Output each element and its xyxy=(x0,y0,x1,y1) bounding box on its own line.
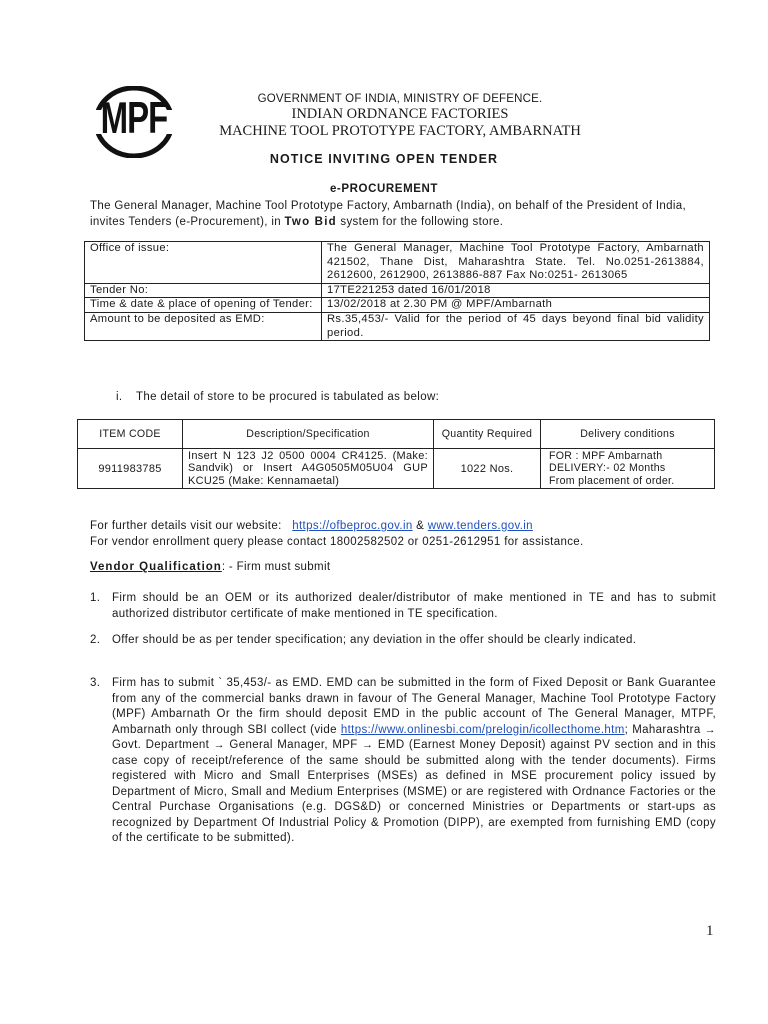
arrow-icon: → xyxy=(362,739,374,751)
arrow-icon: → xyxy=(704,723,717,736)
item-table xyxy=(77,419,715,489)
notice-title: NOTICE INVITING OPEN TENDER xyxy=(269,152,499,166)
table-row xyxy=(85,298,710,313)
tenders-link[interactable]: www.tenders.gov.in xyxy=(427,520,533,532)
list-item: 2. Offer should be as per tender specification; any deviation in the offer should be clearly indicated. xyxy=(90,634,637,646)
mpf-logo xyxy=(94,86,174,158)
list-item: 3. Firm has to submit ` 35,453/- as EMD. EMD can be submitted in the form of Fixed Deposit or Bank Guarantee from any of the commercial banks drawn in favour of The General Manager, Machine Tool Prototype Factory (MPF) Ambarnath Or the firm should deposit EMD in the public account of The General Manager, MTPF, Ambarnath only through SBI collect (vide https://www.onlinesbi.com/prelogin/icollecthome.htm; Maharashtra → Govt. Department → General Manager, MPF → EMD (Earnest Money Deposit) against PV section and in this case copy of receipt/reference of the same should be submitted along with the tender documents). Firms registered with Micro and Small Enterprises (MSEs) as defined in MSE procurement policy issued by Department of Micro, Small and Medium Enterprises (MSME) or are registered with Ordnance Factories or the Central Purchase Organisations (e.g. DGS&D) or concerned Ministries or Departments or start-ups as recognized by Department Of Industrial Policy & Promotion (DIPP), are exempted from furnishing EMD (copy of the certificate to be submitted). xyxy=(90,677,717,844)
tender-info-table xyxy=(84,241,710,341)
item-code: 9911983785 xyxy=(78,449,183,489)
item-quantity: 1022 Nos. xyxy=(434,449,541,489)
row-label: Time & date & place of opening of Tender: xyxy=(85,298,322,313)
enrollment-text: For vendor enrollment query please contact 18002582502 or 0251-2612951 for assistance. xyxy=(90,536,584,548)
header-description: Description/Specification xyxy=(183,420,434,449)
table-row xyxy=(85,283,710,298)
row-label: Tender No: xyxy=(85,283,322,298)
row-value: 13/02/2018 at 2.30 PM @ MPF/Ambarnath xyxy=(322,298,710,313)
list-item: 1. Firm should be an OEM or its authorized dealer/distributor of make mentioned in TE and has to submit authorized distributor certificate of make mentioned in TE specification. xyxy=(90,592,716,620)
factory-line: MACHINE TOOL PROTOTYPE FACTORY, AMBARNATH xyxy=(219,123,581,139)
table-row xyxy=(78,449,715,489)
vendor-qualification-heading: Vendor Qualification: - Firm must submit xyxy=(90,561,331,573)
row-value: Rs.35,453/- Valid for the period of 45 days beyond final bid validity period. xyxy=(322,312,710,340)
two-bid-text: Two Bid xyxy=(284,216,337,228)
table-header-row xyxy=(78,420,715,449)
eprocurement-heading: e-PROCUREMENT xyxy=(329,183,439,195)
table-row xyxy=(85,312,710,340)
row-label: Office of issue: xyxy=(85,242,322,284)
row-value: 17TE221253 dated 16/01/2018 xyxy=(322,283,710,298)
header-delivery: Delivery conditions xyxy=(541,420,715,449)
header-item-code: ITEM CODE xyxy=(78,420,183,449)
ofbeproc-link[interactable]: https://ofbeproc.gov.in xyxy=(292,520,413,532)
row-label: Amount to be deposited as EMD: xyxy=(85,312,322,340)
govt-line: GOVERNMENT OF INDIA, MINISTRY OF DEFENCE. xyxy=(257,93,543,105)
detail-line: i. The detail of store to be procured is tabulated as below: xyxy=(116,391,440,403)
page-number: 1 xyxy=(706,923,714,939)
intro-paragraph: The General Manager, Machine Tool Prototype Factory, Ambarnath (India), on behalf of the President of India, invites Tenders (e-Procurement), in Two Bid system for the following store. xyxy=(90,200,687,228)
header-quantity: Quantity Required xyxy=(434,420,541,449)
row-value: The General Manager, Machine Tool Prototype Factory, Ambarnath 421502, Thane Dist, Maharashtra State. Tel. No.0251-2613884, 2612600, 2612900, 2613886-887 Fax No:0251- 2613065 xyxy=(322,242,710,284)
item-delivery: FOR : MPF Ambarnath DELIVERY:- 02 Months From placement of order. xyxy=(541,449,715,489)
svg-text:MPF: MPF xyxy=(100,94,168,144)
arrow-icon: → xyxy=(213,739,225,751)
sbi-collect-link[interactable]: https://www.onlinesbi.com/prelogin/icollecthome.htm xyxy=(340,723,625,736)
letterhead xyxy=(180,92,620,140)
iof-line: INDIAN ORDNANCE FACTORIES xyxy=(291,106,509,122)
item-description: Insert N 123 J2 0500 0004 CR4125. (Make: Sandvik) or Insert A4G0505M05U04 GUP KCU25 (Make: Kennamaetal) xyxy=(183,449,434,489)
contact-block: For further details visit our website: https://ofbeproc.gov.in & www.tenders.gov.in For vendor enrollment query please contact 18002582502 or 0251-2612951 for assistance. xyxy=(90,520,584,548)
table-row xyxy=(85,242,710,284)
